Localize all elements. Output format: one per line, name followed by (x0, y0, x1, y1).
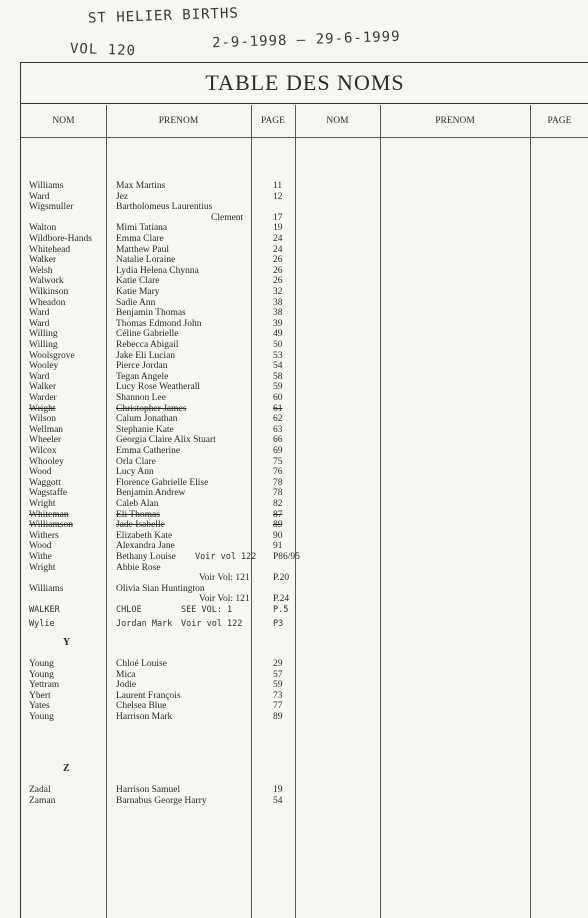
list-item (21, 213, 311, 223)
entry-page: 78 (273, 488, 283, 499)
entry-nom: Wilson (29, 414, 57, 425)
list-item (21, 372, 311, 382)
entry-page: 24 (273, 244, 283, 255)
entry-prenom: Emma Catherine (116, 446, 181, 456)
entry-prenom: Katie Clare (116, 276, 160, 287)
entry-page: 78 (273, 477, 283, 488)
entry-page: 82 (273, 499, 283, 509)
entry-prenom: Jake Eli Lucian (116, 350, 176, 361)
entry-prenom: Mica (116, 669, 136, 680)
entry-nom: Ward (29, 191, 50, 202)
page-title: TABLE DES NOMS (21, 63, 588, 104)
entry-prenom: Christopher James (116, 403, 187, 414)
list-item (21, 785, 311, 795)
entry-prenom: Orla Clare (116, 456, 156, 467)
entry-prenom: Emma Clare (116, 234, 164, 244)
list-item (21, 619, 311, 629)
list-item (21, 298, 311, 308)
entry-nom: Wheeler (29, 435, 62, 446)
section-letter-z: Z (63, 763, 70, 774)
list-item (21, 223, 311, 233)
section-letter-y: Y (63, 637, 71, 648)
list-item (21, 520, 311, 530)
entry-prenom: Georgia Claire Alix Stuart (116, 435, 216, 446)
entry-page: 91 (273, 541, 283, 552)
list-item (21, 510, 311, 520)
list-item (21, 446, 311, 456)
header-prenom-left: PRENOM (158, 116, 199, 126)
entry-prenom: Céline Gabrielle (116, 329, 179, 340)
list-item (21, 361, 311, 371)
entry-page: 38 (273, 308, 283, 319)
entry-prenom: Calum Jonathan (116, 414, 178, 425)
entry-prenom: Harrison Mark (116, 712, 173, 722)
entry-prenom: Natalie Loraine (116, 255, 176, 266)
entry-prenom: Benjamin Thomas (116, 308, 186, 319)
entry-page: 89 (273, 520, 283, 531)
entry-prenom: Jade Isabelle (116, 520, 165, 531)
list-item (21, 319, 311, 329)
list-item (21, 573, 311, 583)
entry-page: 76 (273, 467, 283, 478)
entry-nom: WALKER (29, 605, 60, 615)
entry-page: 26 (273, 276, 283, 287)
entry-prenom: Bethany Louise (116, 552, 176, 562)
entry-nom: Wellman (29, 424, 64, 435)
entry-prenom: CHLOE (116, 605, 142, 615)
entry-prenom: Bartholomeus Laurentius (116, 202, 213, 213)
header-page-left: PAGE (261, 116, 285, 126)
entry-page: 54 (273, 795, 283, 806)
entry-nom: Willing (29, 340, 58, 350)
entry-prenom: Abbie Rose (116, 562, 161, 573)
entry-prenom: Barnabus George Harry (116, 795, 207, 806)
entry-prenom: Jodie (116, 680, 137, 691)
entry-voir-note: Voir Vol: 121 (199, 594, 250, 605)
list-item (21, 584, 311, 594)
entry-nom: Zaman (29, 795, 56, 806)
entry-nom: Wagstaffe (29, 488, 68, 499)
entry-page: 19 (273, 785, 283, 795)
entry-page: 63 (273, 424, 283, 435)
entry-prenom: Elizabeth Kate (116, 530, 173, 541)
entry-page: 39 (273, 318, 283, 329)
list-item (21, 552, 311, 562)
entry-nom: Wheadon (29, 297, 66, 308)
entry-page: P.24 (273, 594, 290, 605)
entry-page: P.20 (273, 573, 290, 584)
entry-nom: Ward (29, 318, 50, 329)
entry-prenom: Olivia Sian Huntington (116, 583, 205, 594)
entry-nom: Yettram (29, 680, 60, 691)
header-prenom-right: PRENOM (435, 116, 475, 126)
list-item (21, 605, 311, 615)
entry-prenom: Shannon Lee (116, 393, 166, 403)
entry-nom: Wooley (29, 361, 59, 372)
entry-nom: Ybert (29, 690, 51, 701)
entry-prenom: Matthew Paul (116, 244, 170, 255)
handwritten-volume: VOL 120 (69, 40, 137, 60)
entry-nom: Ward (29, 371, 50, 382)
list-item (21, 393, 311, 403)
entry-nom: Whiteman (29, 509, 69, 520)
entry-prenom: Thomas Edmond John (116, 318, 202, 329)
list-item (21, 670, 311, 680)
entry-page: P3 (273, 619, 284, 629)
list-item (21, 234, 311, 244)
list-item (21, 680, 311, 690)
entry-handwritten-note: SEE VOL: 1 (181, 605, 233, 615)
entry-nom: Waggott (29, 477, 61, 488)
entry-prenom: Max Martins (116, 181, 166, 191)
entry-nom: Young (29, 659, 54, 669)
entry-prenom: Caleb Alan (116, 499, 159, 509)
list-item (21, 691, 311, 701)
entry-page: 58 (273, 371, 283, 382)
entry-handwritten-note: Voir vol 122 (181, 619, 243, 629)
entry-page: 62 (273, 414, 283, 425)
entry-prenom: Benjamin Andrew (116, 488, 186, 499)
entry-page: 75 (273, 456, 283, 467)
list-item (21, 329, 311, 339)
entry-prenom: Lucy Ann (116, 467, 154, 478)
entry-nom: Withers (29, 530, 59, 541)
list-item (21, 340, 311, 350)
list-item (21, 276, 311, 286)
entry-page: 54 (273, 361, 283, 372)
entry-prenom: Jordan Mark (116, 619, 173, 629)
entry-page: 17 (273, 212, 283, 223)
list-item (21, 308, 311, 318)
entry-nom: Wylie (29, 619, 55, 629)
list-item (21, 712, 311, 722)
header-page-right: PAGE (547, 116, 572, 126)
header-nom-right: NOM (326, 116, 349, 126)
list-item (21, 701, 311, 711)
entry-page: 77 (273, 701, 283, 712)
entry-page: 59 (273, 680, 283, 691)
list-item (21, 202, 311, 212)
entry-page: 57 (273, 669, 283, 680)
list-item (21, 404, 311, 414)
list-item (21, 382, 311, 392)
list-item (21, 255, 311, 265)
list-item (21, 531, 311, 541)
entry-prenom: Clement (211, 212, 244, 223)
entry-prenom: Harrison Samuel (116, 785, 181, 795)
entry-page: 61 (273, 403, 283, 414)
list-item (21, 435, 311, 445)
list-item (21, 287, 311, 297)
entry-page: 11 (273, 181, 283, 191)
list-item (21, 594, 311, 604)
list-item (21, 425, 311, 435)
entry-prenom: Tegan Angele (116, 371, 169, 382)
entry-nom: Walker (29, 255, 57, 266)
list-item (21, 478, 311, 488)
handwritten-dates: 2-9-1998 — 29-6-1999 (211, 28, 401, 52)
entry-page: 59 (273, 382, 283, 393)
entry-nom: Wright (29, 499, 56, 509)
entry-nom: Wilcox (29, 446, 57, 456)
list-item (21, 541, 311, 551)
list-item (21, 351, 311, 361)
entry-page: P.5 (273, 605, 289, 615)
entry-prenom: Eli Thomas (116, 509, 160, 520)
entry-prenom: Florence Gabrielle Elise (116, 477, 209, 488)
list-item (21, 266, 311, 276)
list-item (21, 796, 311, 806)
entry-nom: Williams (29, 583, 64, 594)
entry-page: 53 (273, 350, 283, 361)
entry-page: 90 (273, 530, 283, 541)
register-page (20, 62, 588, 918)
column-divider (380, 105, 381, 918)
entry-handwritten-note: Voir vol 122 (195, 552, 257, 562)
entry-prenom: Lydia Helena Chynna (116, 265, 199, 276)
entry-page: 12 (273, 191, 283, 202)
entry-nom: Young (29, 712, 54, 722)
entry-prenom: Lucy Rose Weatherall (116, 382, 201, 393)
entry-nom: Woolsgrove (29, 350, 75, 361)
entry-page: 50 (273, 340, 283, 350)
entry-nom: Wilkinson (29, 287, 69, 297)
entry-nom: Walton (29, 223, 57, 234)
list-item (21, 414, 311, 424)
list-item (21, 563, 311, 573)
entry-nom: Wood (29, 467, 52, 478)
entry-prenom: Sadie Ann (116, 297, 156, 308)
entry-nom: Whitehead (29, 244, 71, 255)
entry-nom: Ward (29, 308, 50, 319)
entry-page: 69 (273, 446, 283, 456)
entry-page: 26 (273, 265, 283, 276)
list-item (21, 192, 311, 202)
handwritten-title: ST HELIER BIRTHS (87, 5, 240, 27)
list-item (21, 457, 311, 467)
entry-nom: Wildbore-Hands (29, 234, 92, 244)
entry-page: 49 (273, 329, 283, 340)
entry-prenom: Mimi Tatiana (116, 223, 168, 234)
entry-prenom: Pierce Jordan (116, 361, 168, 372)
entry-page: 29 (273, 659, 283, 669)
entry-voir-note: Voir Vol: 121 (199, 573, 250, 584)
entry-nom: Whooley (29, 456, 64, 467)
entry-nom: Walker (29, 382, 57, 393)
entry-nom: Yates (29, 701, 50, 712)
list-item (21, 181, 311, 191)
entry-nom: Williamson (29, 520, 73, 531)
entry-prenom: Chelsea Blue (116, 701, 167, 712)
entry-nom: Wood (29, 541, 52, 552)
entry-page: 87 (273, 509, 283, 520)
column-divider (530, 105, 531, 918)
entry-prenom: Katie Mary (116, 287, 160, 297)
entry-page: 38 (273, 297, 283, 308)
entry-nom: Williams (29, 181, 64, 191)
entry-nom: Walwork (29, 276, 64, 287)
entry-page: 60 (273, 393, 283, 403)
entry-page: 26 (273, 255, 283, 266)
list-item (21, 467, 311, 477)
entry-nom: Wigsmuller (29, 202, 74, 213)
entry-page: 73 (273, 690, 283, 701)
entry-nom: Willing (29, 329, 58, 340)
header-nom-left: NOM (52, 116, 75, 126)
entry-prenom: Stephanie Kate (116, 424, 174, 435)
list-item (21, 499, 311, 509)
entry-nom: Withe (29, 552, 52, 562)
list-item (21, 659, 311, 669)
entry-nom: Warder (29, 393, 57, 403)
entry-prenom: Rebecca Abigail (116, 340, 179, 350)
entry-nom: Wright (29, 403, 56, 414)
entry-nom: Wright (29, 562, 56, 573)
list-item (21, 245, 311, 255)
entry-prenom: Alexandra Jane (116, 541, 175, 552)
entry-page: 66 (273, 435, 283, 446)
entry-page: 24 (273, 234, 283, 244)
list-item (21, 488, 311, 498)
entry-page: 19 (273, 223, 283, 234)
entry-page: P86/95 (273, 552, 300, 562)
entry-page: 32 (273, 287, 283, 297)
entry-prenom: Laurent François (116, 690, 181, 701)
entry-nom: Welsh (29, 265, 53, 276)
entry-prenom: Jez (116, 191, 129, 202)
entry-nom: Young (29, 669, 54, 680)
entry-prenom: Chloé Louise (116, 659, 167, 669)
entry-page: 89 (273, 712, 283, 722)
entry-nom: Zadal (29, 785, 51, 795)
